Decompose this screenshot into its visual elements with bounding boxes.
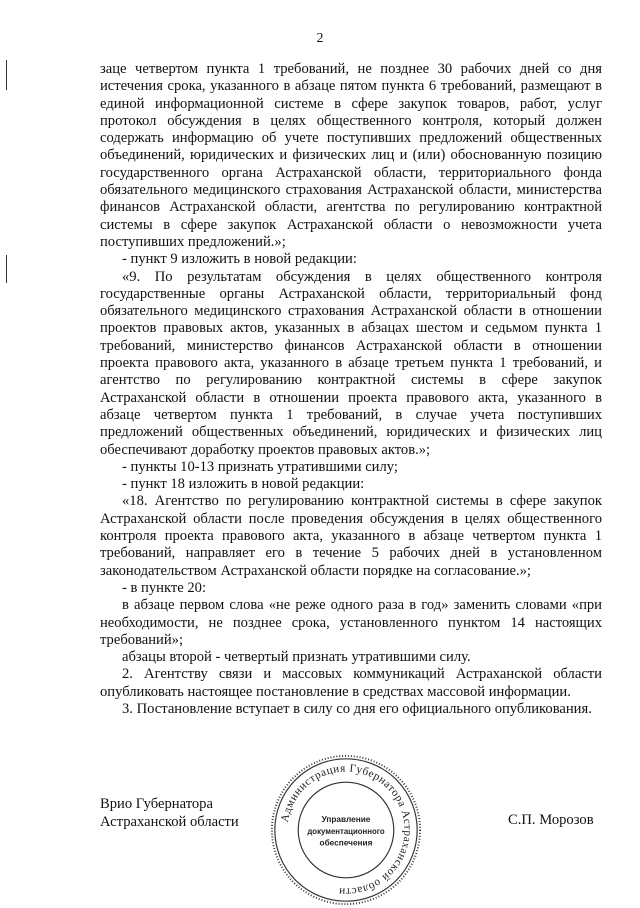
paragraph: «9. По результатам обсуждения в целях общественного контроля государственные органы Астраханской области, территориальный фонд обязательного медицинского страхования Астраханской области в отношении проектов правовых актов, указанных в абзацах шестом и седьмом пункта 1 требований, министерство финансов Астраханской области в отношении проекта правового акта, указанного в абзаце третьем пункта 1 требований, и агентство по регулированию контрактной системы в сфере закупок Астраханской области в отношении проекта правового акта, указанного в абзаце четвертом пункта 1 требований, в случае учета поступивших предложений общественных объединений, юридических и физических лиц обеспечивают доработку проектов правовых актов.»; [100, 268, 602, 458]
paragraph: «18. Агентство по регулированию контрактной системы в сфере закупок Астраханской области после проведения обсуждения в целях общественного контроля проекта правового акта, указанного в абзаце четвертом пункта 1 требований, направляет его в течение 5 рабочих дней в установленном законодательством Астраханской области порядке на согласование.»; [100, 493, 602, 579]
seal-inner-line: Управление [321, 815, 371, 825]
margin-mark [6, 255, 7, 283]
seal-inner-line: обеспечения [319, 838, 373, 848]
signatory-title-line: Врио Губернатора [100, 796, 213, 812]
paragraph: в абзаце первом слова «не реже одного раза в год» заменить словами «при необходимости, не позднее срока, установленного пунктом 14 настоящих требований»; [100, 597, 602, 648]
paragraph: - в пункте 20: [122, 579, 207, 596]
official-seal [268, 752, 424, 908]
seal-inner-line: документационного [307, 826, 385, 836]
page-number: 2 [316, 31, 324, 46]
signatory-name: С.П. Морозов [508, 812, 594, 828]
paragraph: абзацы второй - четвертый признать утратившими силу. [122, 649, 471, 666]
signatory-title [100, 795, 239, 831]
paragraph: 2. Агентству связи и массовых коммуникаций Астраханской области опубликовать настоящее постановление в средствах массовой информации. [100, 666, 602, 700]
paragraph: - пункты 10-13 признать утратившими силу; [122, 458, 398, 475]
paragraph: заце четвертом пункта 1 требований, не позднее 30 рабочих дней со дня истечения срока, указанного в абзаце пятом пункта 6 требований, размещают в единой информационной системе в сфере закупок товаров, работ, услуг протокол обсуждения в целях общественного контроля, который должен содержать информацию об учете поступивших предложений общественных объединений, юридических и физических лиц и (или) обоснованную позицию государственного органа Астраханской области, территориального фонда обязательного медицинского страхования Астраханской области, министерства финансов Астраханской области, агентства по регулированию контрактной системы в сфере закупок Астраханской области о невозможности учета поступивших предложений.»; [100, 61, 602, 250]
paragraph: - пункт 9 изложить в новой редакции: [122, 251, 357, 268]
seal-outer-text: Администрация Губернатора Астраханской области [278, 762, 414, 898]
margin-mark [6, 60, 7, 90]
paragraph: - пункт 18 изложить в новой редакции: [122, 476, 365, 493]
document-body [100, 61, 602, 718]
signatory-title-line: Астраханской области [100, 814, 239, 830]
paragraph: 3. Постановление вступает в силу со дня его официального опубликования. [122, 700, 592, 717]
